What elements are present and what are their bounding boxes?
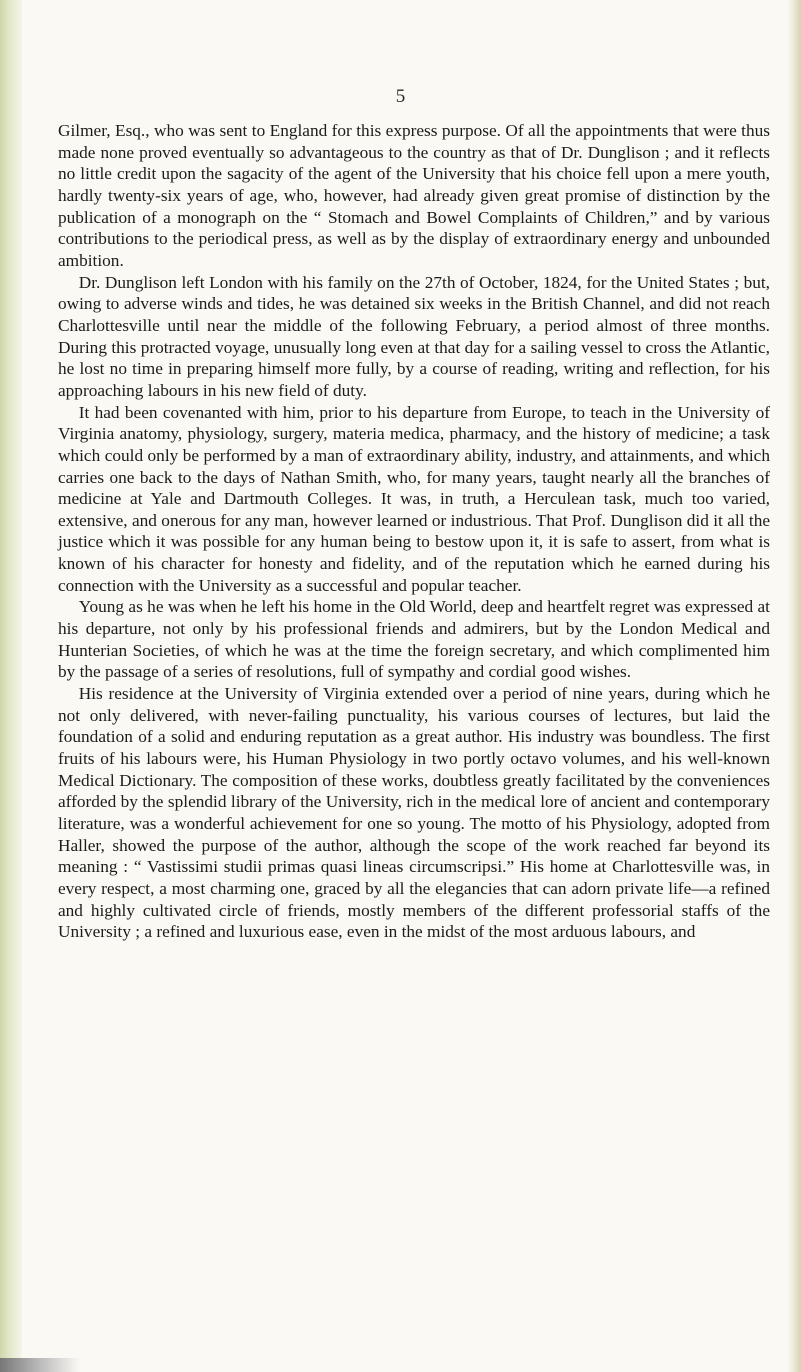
page-edge-right xyxy=(787,0,801,1372)
page-edge-left xyxy=(0,0,22,1372)
paragraph-2: Dr. Dunglison left London with his family on the 27th of October, 1824, for the United States ; but, owing to adverse winds and tides, he was detained six weeks in the British Channel, and did not reach Charlottesville until near the middle of the following February, a period almost of three months. During this protracted voyage, unusually long even at that day for a sailing vessel to cross the Atlantic, he lost no time in preparing himself more fully, by a course of reading, writing and reflection, for his approaching labours in his new field of duty. xyxy=(58,272,770,400)
paragraph-3: It had been covenanted with him, prior to his departure from Europe, to teach in the University of Virginia anatomy, physiology, surgery, materia medica, pharmacy, and the history of medicine; a task which could only be performed by a man of extraordinary ability, industry, and attainments, and which carries one back to the days of Nathan Smith, who, for many years, taught nearly all the branches of medicine at Yale and Dartmouth Colleges. It was, in truth, a Herculean task, much too varied, extensive, and onerous for any man, however learned or industrious. That Prof. Dunglison did it all the justice which it was possible for any human being to bestow upon it, it is safe to assert, from what is known of his character for honesty and fidelity, and of the reputation which he earned during his connection with the University as a successful and popular teacher. xyxy=(58,402,770,595)
body-text xyxy=(58,120,770,943)
page-number: 5 xyxy=(395,86,406,107)
paragraph-5: His residence at the University of Virginia extended over a period of nine years, during which he not only delivered, with never-failing punctuality, his various courses of lectures, but laid the foundation of a solid and enduring reputation as a great author. His industry was boundless. The first fruits of his labours were, his Human Physiology in two portly octavo volumes, and his well-known Medical Dictionary. The composition of these works, doubtless greatly facilitated by the conveniences afforded by the splendid library of the University, rich in the medical lore of ancient and contemporary literature, was a wonderful achievement for one so young. The motto of his Physiology, adopted from Haller, showed the purpose of the author, although the scope of the work reached far beyond its meaning : “ Vastissimi studii primas quasi lineas circumscripsi.” His home at Charlottesville was, in every respect, a most charming one, graced by all the elegancies that can adorn private life—a refined and highly cultivated circle of friends, mostly members of the different professorial staffs of the University ; a refined and luxurious ease, even in the midst of the most arduous labours, and xyxy=(58,684,770,942)
paragraph-1: Gilmer, Esq., who was sent to England for this express purpose. Of all the appointments that were thus made none proved eventually so advantageous to the country as that of Dr. Dunglison ; and it reflects no little credit upon the sagacity of the agent of the University that his choice fell upon a mere youth, hardly twenty-six years of age, who, however, had already given great promise of distinction by the publication of a monograph on the “ Stomach and Bowel Complaints of Children,” and by various contributions to the periodical press, as well as by the display of extraordinary energy and unbounded ambition. xyxy=(58,121,770,270)
paragraph-4: Young as he was when he left his home in the Old World, deep and heartfelt regret was expressed at his departure, not only by his professional friends and admirers, but by the London Medical and Hunterian Societies, of which he was at the time the foreign secretary, and which complimented him by the passage of a series of resolutions, full of sympathy and cordial good wishes. xyxy=(58,597,770,682)
page-edge-bottom xyxy=(0,1358,80,1372)
